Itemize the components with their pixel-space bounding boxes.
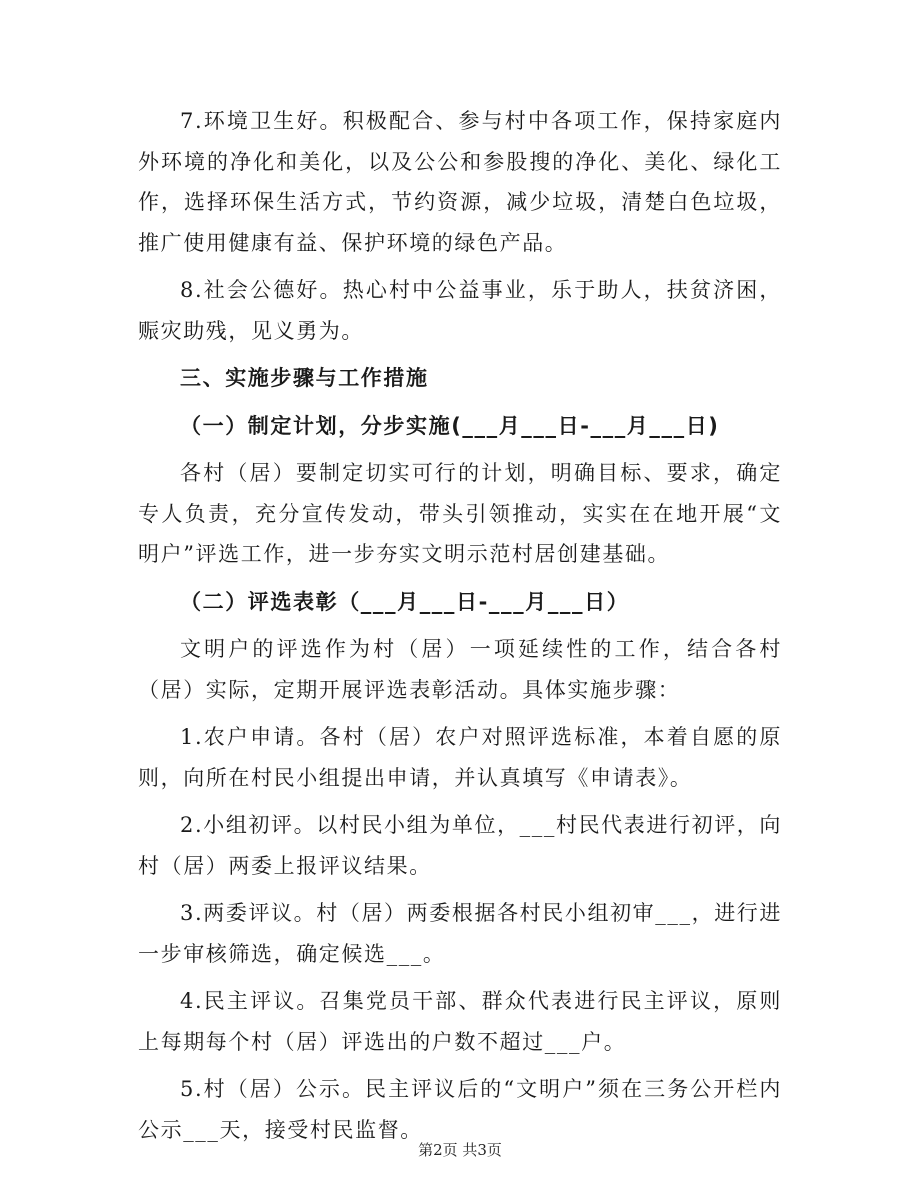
paragraph-selection-intro: 文明户的评选作为村（居）一项延续性的工作，结合各村（居）实际，定期开展评选表彰活动。具体实施步骤： [138,637,782,702]
paragraph-item-7: 7.环境卫生好。积极配合、参与村中各项工作，保持家庭内外环境的净化和美化，以及公公和参股搜的净化、美化、绿化工作，选择环保生活方式，节约资源，减少垃圾，清楚白色垃圾，推广使用健康有益、保护环境的绿色产品。 [138,109,782,255]
paragraph-step-2: 2.小组初评。以村民小组为单位，___村民代表进行初评，向村（居）两委上报评议结果。 [138,813,782,878]
page-footer: 第2页 共3页 [418,1141,502,1159]
section-heading-3: 三、实施步骤与工作措施 [180,366,429,390]
document-body [138,101,782,1157]
subheading-selection: （二）评选表彰（___月___日-___月___日） [180,589,630,614]
paragraph-step-3: 3.两委评议。村（居）两委根据各村民小组初审___，进行进一步审核筛选，确定候选___。 [138,901,782,966]
subheading-plan: （一）制定计划，分步实施(___月___日-___月___日) [180,413,720,438]
paragraph-step-4: 4.民主评议。召集党员干部、群众代表进行民主评议，原则上每期每个村（居）评选出的户数不超过___户。 [138,989,782,1054]
paragraph-item-8: 8.社会公德好。热心村中公益事业，乐于助人，扶贫济困，赈灾助残，见义勇为。 [138,278,782,343]
paragraph-step-5: 5.村（居）公示。民主评议后的“文明户”须在三务公开栏内公示___天，接受村民监督。 [138,1077,782,1142]
paragraph-step-1: 1.农户申请。各村（居）农户对照评选标准，本着自愿的原则，向所在村民小组提出申请，并认真填写《申请表》。 [138,725,782,790]
paragraph-plan: 各村（居）要制定切实可行的计划，明确目标、要求，确定专人负责，充分宣传发动，带头引领推动，实实在在地开展“文明户”评选工作，进一步夯实文明示范村居创建基础。 [138,461,782,566]
